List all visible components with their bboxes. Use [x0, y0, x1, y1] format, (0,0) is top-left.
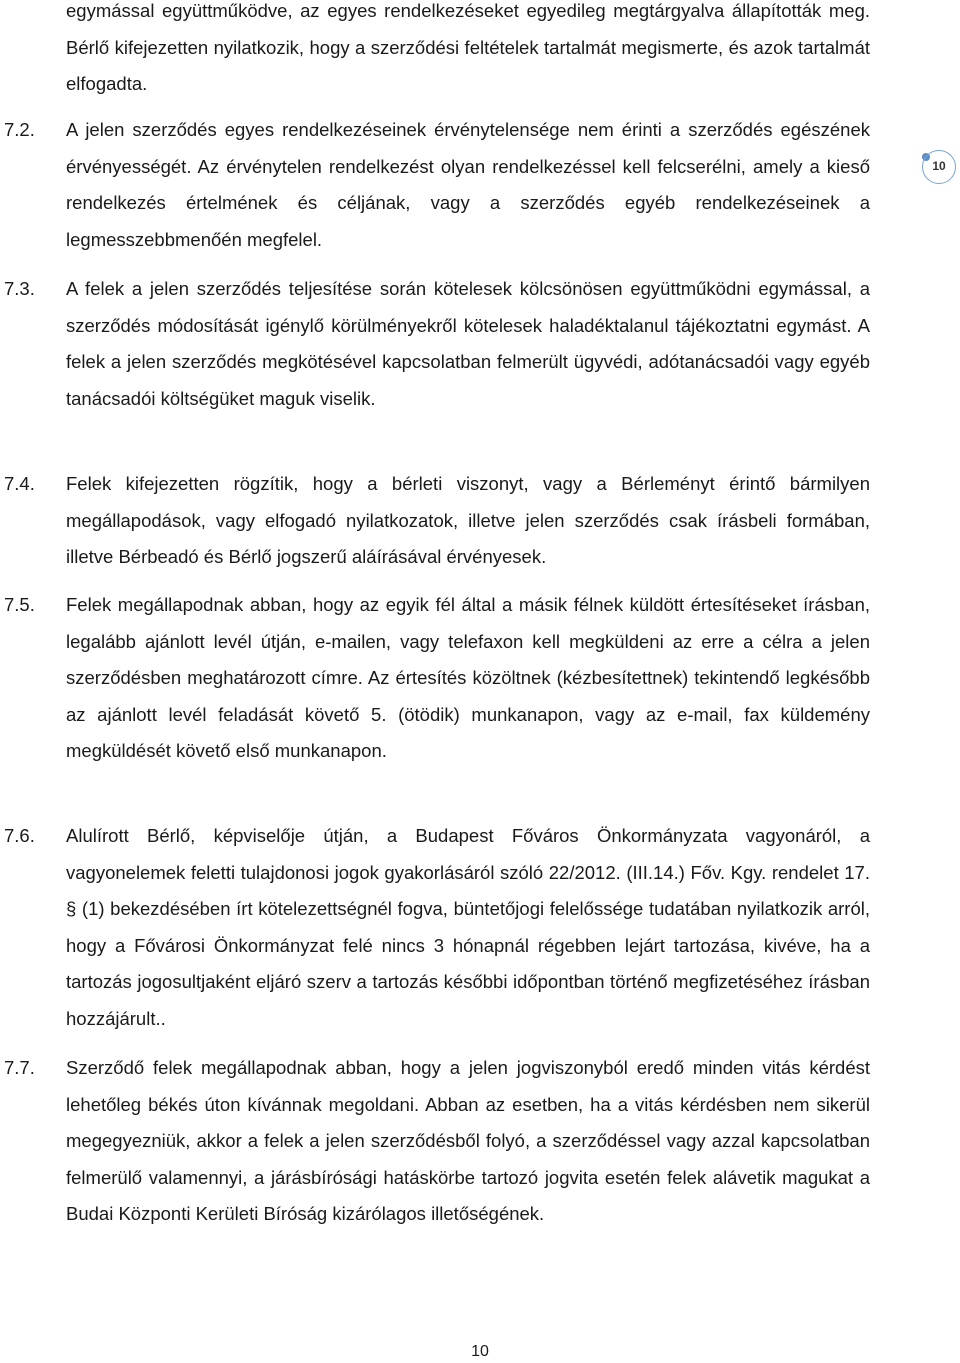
section-number: 7.3. — [4, 278, 35, 299]
section-text: A jelen szerződés egyes rendelkezéseinek érvénytelensége nem érinti a szerződés egészének érvényességét. Az érvénytelen rendelkezést olyan rendelkezéssel kell felcserélni, amely a kieső rendelkezés értelmének és céljának, vagy a szerződés egyéb rendelkezéseinek a legmesszebbmenőén megfelel. — [66, 119, 870, 250]
footer-page-number: 10 — [471, 1343, 489, 1360]
section-number: 7.5. — [4, 594, 35, 615]
intro-text: egymással együttműködve, az egyes rendelkezéseket egyedileg megtárgyalva állapították meg. Bérlő kifejezetten nyilatkozik, hogy a szerződési feltételek tartalmát megismerte, és azok tartalmát elfogadta. — [66, 0, 870, 94]
page-number-badge: 10 — [922, 150, 956, 184]
section-text: Felek kifejezetten rögzítik, hogy a bérleti viszonyt, vagy a Bérleményt érintő bármilyen megállapodások, vagy elfogadó nyilatkozatok, illetve jelen szerződés csak írásbeli formában, illetve Bérbeadó és Bérlő jogszerű aláírásával érvényesek. — [66, 473, 870, 567]
section-text: Felek megállapodnak abban, hogy az egyik fél által a másik félnek küldött értesítéseket írásban, legalább ajánlott levél útján, e-mailen, vagy telefaxon kell megküldeni az erre a célra a jelen szerződésben meghatározott címre. Az értesítés közöltnek (kézbesítettnek) tekintendő legkésőbb az ajánlott levél feladását követő 5. (ötödik) munkanapon, vagy az e-mail, fax küldemény megküldését követő első munkanapon. — [66, 594, 870, 761]
section-text: Alulírott Bérlő, képviselője útján, a Budapest Főváros Önkormányzata vagyonáról, a vagyonelemek feletti tulajdonosi jogok gyakorlásáról szóló 22/2012. (III.14.) Főv. Kgy. rendelet 17. § (1) bekezdésében írt kötelezettségnél fogva, büntetőjogi felelőssége tudatában nyilatkozik arról, hogy a Fővárosi Önkormányzat felé nincs 3 hónapnál régebben lejárt tartozása, kivéve, ha a tartozás jogosultjaként eljáró szerv a tartozás későbbi időpontban történő megfizetéséhez írásban hozzájárult.. — [66, 825, 870, 1029]
section-text: Szerződő felek megállapodnak abban, hogy a jelen jogviszonyból eredő minden vitás kérdést lehetőleg békés úton kívánnak megoldani. Abban az esetben, ha a vitás kérdésben nem sikerül megegyezniük, akkor a felek a jelen szerződésből folyó, a szerződéssel vagy azzal kapcsolatban felmerülő valamennyi, a járásbírósági hatáskörbe tartozó jogvita esetén felek alávetik magukat a Budai Központi Kerületi Bíróság kizárólagos illetőségének. — [66, 1057, 870, 1224]
section-number: 7.4. — [4, 473, 35, 494]
section-number: 7.2. — [4, 119, 35, 140]
section-number: 7.6. — [4, 825, 35, 846]
section-text: A felek a jelen szerződés teljesítése során kötelesek kölcsönösen együttműködni egymással, a szerződés módosítását igénylő körülményekről kötelesek haladéktalanul tájékoztatni egymást. A felek a jelen szerződés megkötésével kapcsolatban felmerült ügyvédi, adótanácsadói vagy egyéb tanácsadói költségüket maguk viselik. — [66, 278, 870, 409]
section-number: 7.7. — [4, 1057, 35, 1078]
